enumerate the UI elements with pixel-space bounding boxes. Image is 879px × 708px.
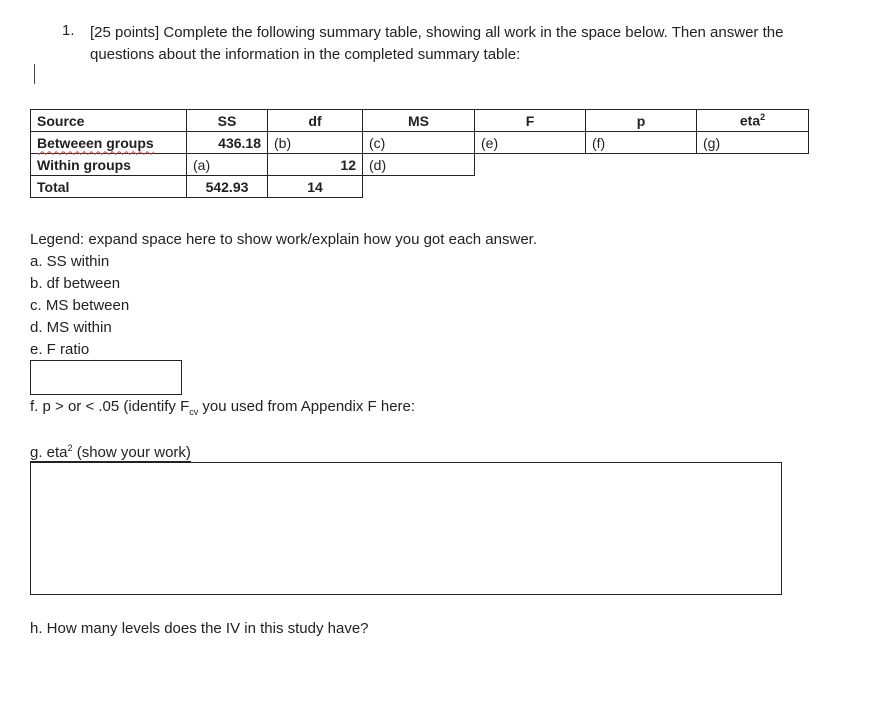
header-eta (697, 110, 809, 132)
legend-item-e: e. F ratio (30, 341, 90, 358)
header-df: df (268, 110, 363, 132)
table-header-row (31, 110, 809, 132)
empty-cell (697, 176, 809, 198)
text-cursor (34, 64, 35, 84)
table-row (31, 176, 809, 198)
cell-ss-within[interactable]: (a) (187, 154, 268, 176)
table-row (31, 154, 809, 176)
question-f-text-after: you used from Appendix F here: (198, 398, 416, 415)
header-eta-sup: 2 (760, 112, 766, 123)
legend-item-d: d. MS within (30, 319, 112, 336)
legend-item-b: b. df between (30, 275, 121, 292)
cell-ms-within[interactable]: (d) (363, 154, 475, 176)
f-ratio-answer-box[interactable] (30, 360, 182, 395)
header-p: p (586, 110, 697, 132)
eta-work-box[interactable] (30, 462, 782, 595)
empty-cell (363, 176, 475, 198)
cell-df-total[interactable]: 14 (268, 176, 363, 198)
question-h: h. How many levels does the IV in this study have? (30, 620, 369, 637)
empty-cell (586, 176, 697, 198)
cell-p-between[interactable]: (f) (586, 132, 697, 154)
legend-item-c: c. MS between (30, 297, 130, 314)
question-g-sup: 2 (67, 443, 73, 453)
legend-item-a: a. SS within (30, 253, 110, 270)
legend-intro: Legend: expand space here to show work/explain how you got each answer. (30, 231, 537, 248)
header-source: Source (31, 110, 187, 132)
between-groups-label: Betweeen groups (37, 134, 154, 151)
question-text: [25 points] Complete the following summary table, showing all work in the space below. Then answer the questions about the information in the completed summary table: (90, 24, 784, 63)
legend (30, 229, 537, 361)
header-ss: SS (187, 110, 268, 132)
question-g-text-after: (show your work) (72, 444, 191, 461)
summary-table (30, 109, 809, 198)
question-f-text: f. p > or < .05 (identify F (30, 398, 190, 415)
cell-eta-between[interactable]: (g) (697, 132, 809, 154)
empty-cell (586, 154, 697, 176)
cell-source-between (31, 132, 187, 154)
cell-ms-between[interactable]: (c) (363, 132, 475, 154)
header-f: F (475, 110, 586, 132)
question-g-underlined (30, 444, 191, 462)
question-f-sub: cv (189, 407, 199, 417)
cell-ss-total[interactable]: 542.93 (187, 176, 268, 198)
empty-cell (475, 154, 586, 176)
cell-source-total: Total (31, 176, 187, 198)
header-eta-label: eta (739, 112, 761, 129)
question-g (30, 443, 191, 461)
cell-source-within: Within groups (31, 154, 187, 176)
empty-cell (475, 176, 586, 198)
empty-cell (697, 154, 809, 176)
cell-ss-between[interactable]: 436.18 (187, 132, 268, 154)
cell-df-within[interactable]: 12 (268, 154, 363, 176)
question-g-text: g. eta (30, 444, 68, 461)
question-number: 1. (62, 22, 75, 39)
cell-df-between[interactable]: (b) (268, 132, 363, 154)
question-f (30, 398, 415, 417)
cell-f-between[interactable]: (e) (475, 132, 586, 154)
header-ms: MS (363, 110, 475, 132)
table-row (31, 132, 809, 154)
